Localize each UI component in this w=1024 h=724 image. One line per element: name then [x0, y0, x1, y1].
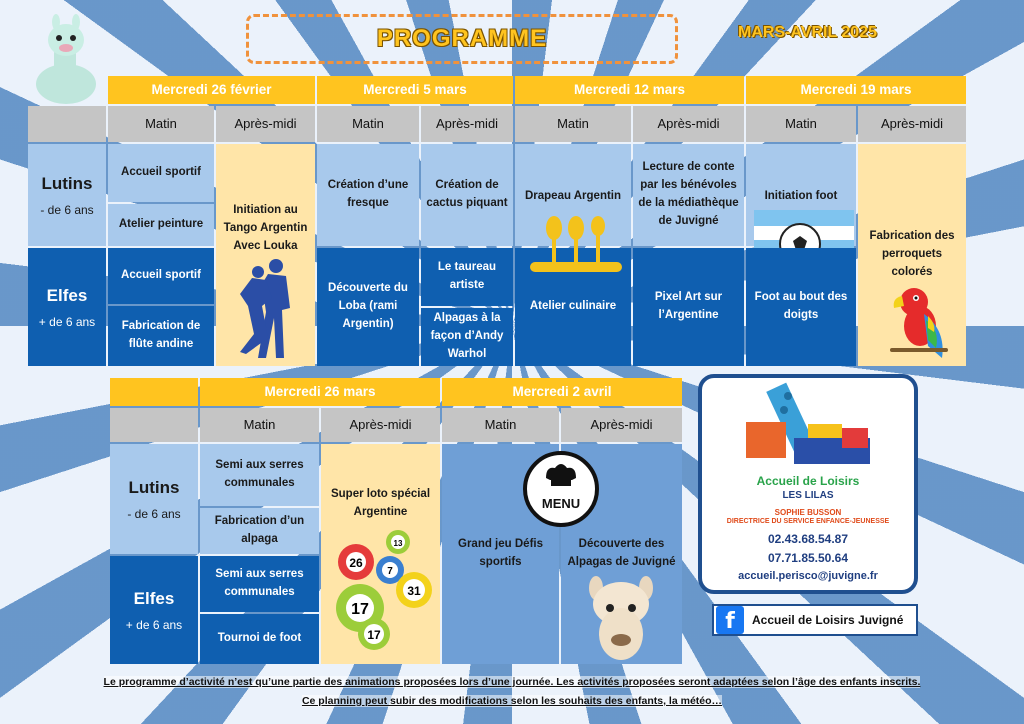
- facebook-label: Accueil de Loisirs Juvigné: [752, 613, 904, 627]
- activity-cell: Accueil sportif: [108, 144, 214, 202]
- footer-note: Le programme d’activité n’est qu’une partie des animations proposées lors d’une journée. Les activités proposées seront adaptées selon l’âge des enfants inscrits.: [103, 676, 921, 688]
- building-blocks-icon: [738, 382, 878, 470]
- loto-number: 17: [367, 628, 381, 642]
- contact-title: Accueil de Loisirs: [756, 474, 860, 488]
- facebook-icon: f: [716, 606, 744, 634]
- menu-label: MENU: [541, 496, 581, 511]
- period-afternoon: Après-midi: [321, 408, 440, 442]
- activity-cell: Création de cactus piquant: [421, 144, 513, 246]
- date-header-mar5: Mercredi 5 mars: [317, 76, 513, 104]
- period-morning: Matin: [746, 106, 856, 142]
- loto-number: 13: [393, 539, 403, 548]
- activity-cell: Pixel Art sur l’Argentine: [633, 248, 744, 366]
- date-header-feb26: Mercredi 26 février: [108, 76, 315, 104]
- corner-header: [110, 378, 198, 406]
- period-morning: Matin: [108, 106, 214, 142]
- activity-cell: Création d’une fresque: [317, 144, 419, 246]
- contact-role: DIRECTRICE DU SERVICE ENFANCE-JEUNESSE: [726, 518, 890, 525]
- activity-cell: Fabrication d’un alpaga: [200, 508, 319, 554]
- activity-cell: Fabrication de flûte andine: [108, 306, 214, 366]
- activity-cell: Alpagas à la façon d’Andy Warhol: [421, 308, 513, 366]
- contact-name: SOPHIE BUSSON: [774, 508, 842, 517]
- period-afternoon: Après-midi: [633, 106, 744, 142]
- title-frame: [246, 14, 678, 64]
- page-title: PROGRAMME: [376, 25, 548, 52]
- period-morning: Matin: [515, 106, 631, 142]
- activity-cell: Foot au bout des doigts: [746, 248, 856, 366]
- period-afternoon: Après-midi: [216, 106, 315, 142]
- date-header-apr2: Mercredi 2 avril: [442, 378, 682, 406]
- loto-number: 26: [349, 556, 363, 570]
- activity-cell: Découverte du Loba (rami Argentin): [317, 248, 419, 366]
- period-afternoon: Après-midi: [561, 408, 682, 442]
- activity-cell: Semi aux serres communales: [200, 444, 319, 506]
- activity-cell: Drapeau Argentin: [515, 144, 631, 246]
- activity-cell: Tournoi de foot: [200, 614, 319, 664]
- llama-mascot-icon: [30, 14, 102, 106]
- tango-dancers-icon: [232, 258, 302, 362]
- period-afternoon: Après-midi: [858, 106, 966, 142]
- corner-cell: [110, 408, 198, 442]
- facebook-link[interactable]: [712, 604, 918, 636]
- period-morning: Matin: [317, 106, 419, 142]
- loto-number: 17: [351, 601, 369, 618]
- footer-disclaimer: Ce planning peut subir des modifications selon les souhaits des enfants, la météo…: [301, 695, 723, 707]
- loto-balls-icon: [330, 524, 434, 652]
- group-elfes: Elfes + de 6 ans: [28, 248, 106, 366]
- activity-cell: Fabrication des perroquets colorés: [858, 144, 966, 366]
- loto-number: 7: [387, 566, 393, 577]
- contact-phone[interactable]: 07.71.85.50.64: [767, 551, 849, 565]
- activity-cell: Découverte des Alpagas de Juvigné: [561, 444, 682, 664]
- date-header-mar12: Mercredi 12 mars: [515, 76, 744, 104]
- kitchen-utensils-icon: [528, 214, 624, 276]
- loto-number: 31: [407, 584, 421, 598]
- activity-cell: Initiation foot: [746, 144, 856, 246]
- group-lutins: Lutins - de 6 ans: [110, 444, 198, 554]
- menu-chef-hat-icon: [522, 450, 600, 528]
- activity-cell: Grand jeu Défis sportifs: [442, 444, 559, 664]
- activity-cell: Initiation au Tango Argentin Avec Louka: [216, 144, 315, 366]
- date-header-mar26: Mercredi 26 mars: [200, 378, 440, 406]
- corner-cell: [28, 106, 106, 142]
- group-elfes: Elfes + de 6 ans: [110, 556, 198, 664]
- activity-cell: Le taureau artiste: [421, 248, 513, 306]
- contact-subtitle: LES LILAS: [782, 490, 834, 501]
- activity-cell: Semi aux serres communales: [200, 556, 319, 612]
- period-morning: Matin: [200, 408, 319, 442]
- activity-cell: Atelier culinaire: [515, 248, 631, 366]
- date-header-mar19: Mercredi 19 mars: [746, 76, 966, 104]
- activity-cell: Atelier peinture: [108, 204, 214, 246]
- activity-cell: Super loto spécial Argentine: [321, 444, 440, 664]
- activity-cell: Lecture de conte par les bénévoles de la médiathèque de Juvigné: [633, 144, 744, 246]
- group-lutins: Lutins - de 6 ans: [28, 144, 106, 246]
- contact-email[interactable]: accueil.perisco@juvigne.fr: [738, 570, 878, 582]
- period-afternoon: Après-midi: [421, 106, 513, 142]
- alpaca-head-icon: [578, 574, 664, 662]
- parrot-icon: [884, 286, 954, 362]
- period-label: MARS-AVRIL 2025: [738, 24, 877, 41]
- contact-phone[interactable]: 02.43.68.54.87: [767, 532, 849, 546]
- period-morning: Matin: [442, 408, 559, 442]
- activity-cell: Accueil sportif: [108, 248, 214, 304]
- contact-card: [698, 374, 918, 594]
